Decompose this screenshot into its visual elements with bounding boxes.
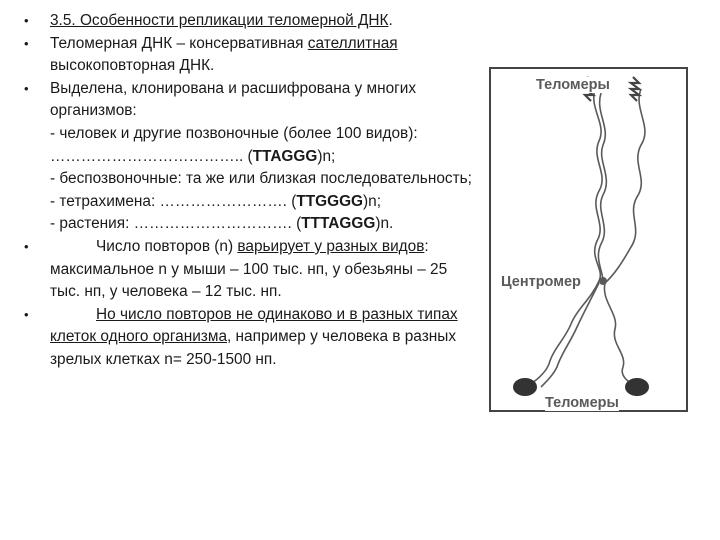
title-text: 3.5. Особенности репликации теломерной ДНК [50, 12, 389, 29]
label-telomeres-bottom: Теломеры [545, 395, 619, 411]
chromatid-left [527, 89, 602, 387]
chromosome-illustration [491, 69, 686, 410]
invertebrates-text: - беспозвоночные: та же или близкая последовательность; [50, 170, 472, 188]
telomere-bottom-right [625, 378, 649, 396]
bullet-organisms [20, 78, 475, 123]
tetrahymena-text: - тетрахимена: ……………………. ( [50, 192, 297, 210]
tetrahymena-suffix: )n; [363, 192, 382, 210]
bullet-cell-types [20, 304, 475, 372]
repeats-underlined: варьирует у разных видов [237, 237, 425, 255]
vertebrates-sequence: TTAGGG [252, 147, 318, 165]
cell-types-underlined: Но число повторов не одинаково и в разных типах клеток одного организма [50, 305, 458, 346]
bullet-repeats [20, 236, 475, 304]
repeats-text: Число повторов (n) [96, 237, 238, 255]
centromere-dot [599, 277, 607, 285]
chromosome-figure [489, 67, 688, 412]
sub-invertebrates [20, 168, 475, 191]
tetrahymena-sequence: TTGGGG [296, 192, 364, 210]
plants-sequence: TTTAGGG [301, 215, 376, 233]
definition-rest: высокоповторная ДНК. [50, 57, 215, 75]
telomere-bottom-left [513, 378, 537, 396]
bullet-definition [20, 33, 475, 78]
plants-suffix: )n. [375, 215, 394, 233]
telomere-top-right [631, 77, 639, 101]
sub-plants [20, 213, 475, 236]
vertebrates-text: - человек и другие позвоночные (более 100 видов): ……………………………….. ( [50, 124, 418, 165]
repeats-rest: : максимальное n у мыши – 100 тыс. нп, у обезьяны – 25 тыс. нп, у человека – 12 тыс. нп. [50, 237, 448, 301]
label-centromere: Центромер [501, 274, 581, 290]
plants-text: - растения: …………………………. ( [50, 215, 302, 233]
chromatid-right [604, 89, 645, 387]
label-telomeres-top: Теломеры [536, 77, 610, 93]
chromatid-right-inner [541, 283, 599, 387]
bullet-title [20, 10, 475, 33]
cell-types-rest: , например у человека в разных зрелых клетках n= 250-1500 нп. [50, 328, 457, 368]
sub-tetrahymena [20, 191, 475, 214]
vertebrates-suffix: )n; [317, 147, 336, 165]
definition-text: Теломерная ДНК – консервативная [50, 34, 308, 52]
slide-text [20, 10, 475, 372]
organisms-text: Выделена, клонирована и расшифрована у многих организмов: [50, 79, 417, 120]
sub-vertebrates [20, 123, 475, 168]
title-period: . [388, 12, 393, 29]
definition-underlined: сателлитная [307, 34, 398, 52]
